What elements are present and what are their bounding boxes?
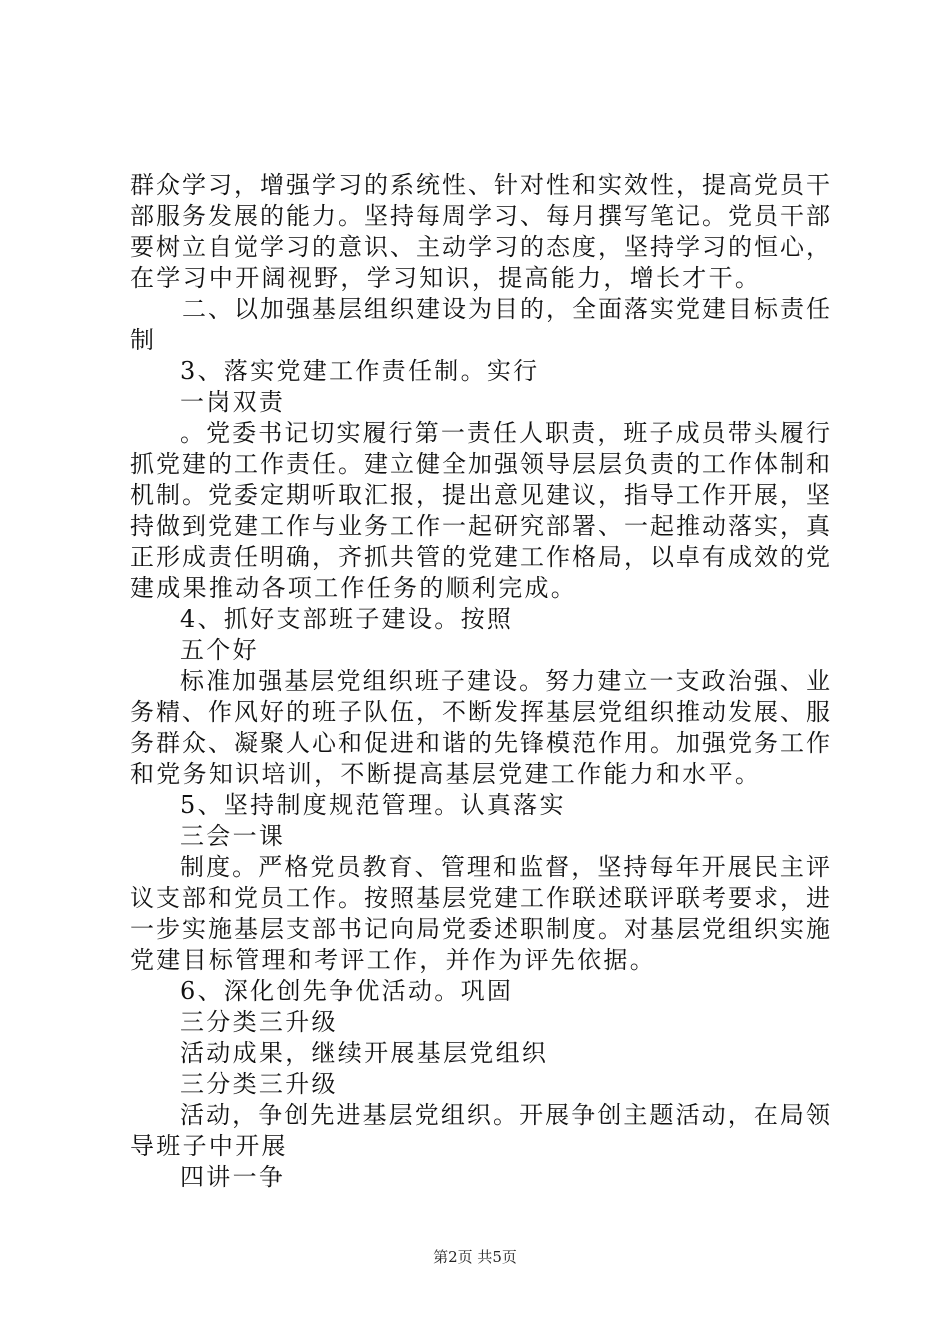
quoted-term: 五个好 bbox=[180, 636, 259, 664]
text-line: 正形成责任明确，齐抓共管的党建工作格局，以卓有成效的党 bbox=[130, 543, 830, 571]
text-line: 标准加强基层党组织班子建设。努力建立一支政治强、业 bbox=[180, 667, 830, 695]
text-line: 群众学习，增强学习的系统性、针对性和实效性，提高党员干 bbox=[130, 171, 830, 199]
text-line: 抓党建的工作责任。建立健全加强领导层层负责的工作体制和 bbox=[130, 450, 830, 478]
text-line: 持做到党建工作与业务工作一起研究部署、一起推动落实，真 bbox=[130, 512, 830, 540]
text-line: 务精、作风好的班子队伍，不断发挥基层党组织推动发展、服 bbox=[130, 698, 830, 726]
text-line: 和党务知识培训，不断提高基层党建工作能力和水平。 bbox=[130, 760, 762, 788]
quoted-term: 三分类三升级 bbox=[180, 1070, 338, 1098]
text-line: 部服务发展的能力。坚持每周学习、每月撰写笔记。党员干部 bbox=[130, 202, 830, 230]
document-body bbox=[130, 170, 830, 1193]
quoted-term: 三会一课 bbox=[180, 822, 286, 850]
quoted-term: 四讲一争 bbox=[180, 1163, 286, 1191]
text-line: 制度。严格党员教育、管理和监督，坚持每年开展民主评 bbox=[180, 853, 830, 881]
text-line: 。党委书记切实履行第一责任人职责，班子成员带头履行 bbox=[180, 419, 830, 447]
text-line: 建成果推动各项工作任务的顺利完成。 bbox=[130, 574, 578, 602]
item-heading: 6、深化创先争优活动。巩固 bbox=[180, 977, 514, 1005]
section-heading-continued: 制 bbox=[130, 326, 157, 354]
item-heading: 4、抓好支部班子建设。按照 bbox=[180, 605, 514, 633]
text-line: 要树立自觉学习的意识、主动学习的态度，坚持学习的恒心， bbox=[130, 233, 830, 261]
text-line: 党建目标管理和考评工作，并作为评先依据。 bbox=[130, 946, 656, 974]
page-number: 第2页 共5页 bbox=[433, 1248, 517, 1266]
quoted-term: 三分类三升级 bbox=[180, 1008, 338, 1036]
text-line: 务群众、凝聚人心和促进和谐的先锋模范作用。加强党务工作 bbox=[130, 729, 830, 757]
text-line: 议支部和党员工作。按照基层党建工作联述联评联考要求，进 bbox=[130, 884, 830, 912]
section-heading: 二、以加强基层组织建设为目的，全面落实党建目标责任 bbox=[182, 295, 830, 323]
text-line: 活动，争创先进基层党组织。开展争创主题活动，在局领 bbox=[180, 1101, 830, 1129]
item-heading: 5、坚持制度规范管理。认真落实 bbox=[180, 791, 566, 819]
text-line: 活动成果，继续开展基层党组织 bbox=[180, 1039, 549, 1067]
item-heading: 3、落实党建工作责任制。实行 bbox=[180, 357, 540, 385]
text-line: 机制。党委定期听取汇报，提出意见建议，指导工作开展，坚 bbox=[130, 481, 830, 509]
text-line: 导班子中开展 bbox=[130, 1132, 288, 1160]
quoted-term: 一岗双责 bbox=[180, 388, 286, 416]
text-line: 一步实施基层支部书记向局党委述职制度。对基层党组织实施 bbox=[130, 915, 830, 943]
text-line: 在学习中开阔视野，学习知识，提高能力，增长才干。 bbox=[130, 264, 762, 292]
